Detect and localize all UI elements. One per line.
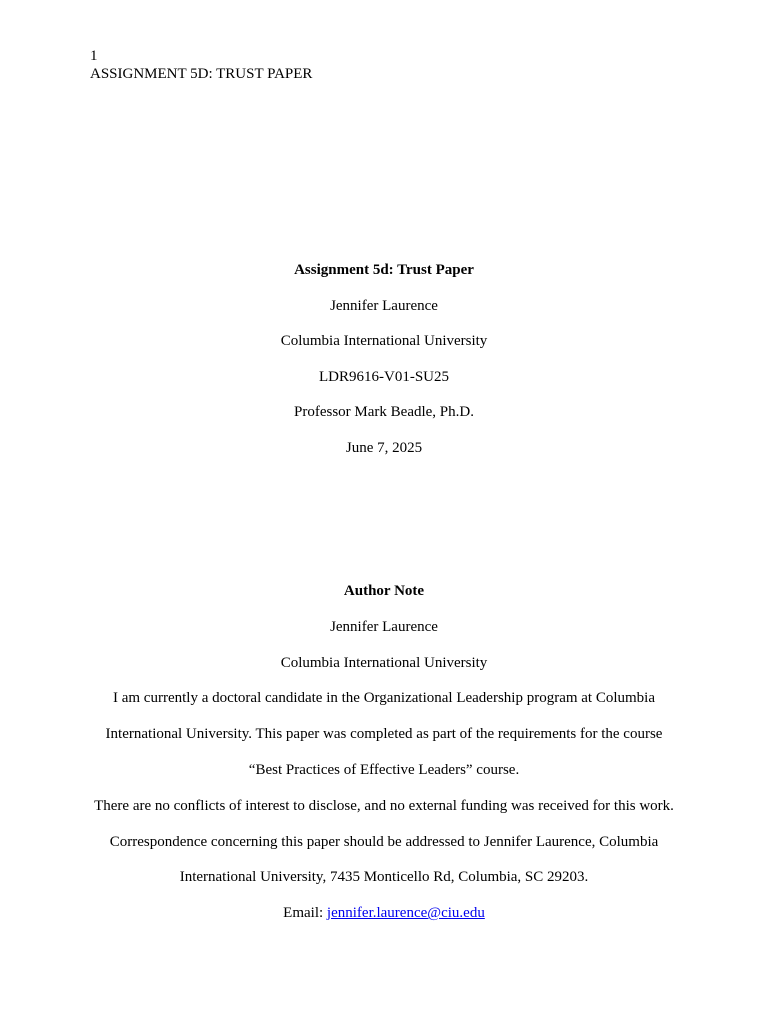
conflicts-statement: There are no conflicts of interest to disclose, and no external funding was received for this work. <box>94 797 674 814</box>
page-number: 1 <box>90 48 98 64</box>
author-note-institution: Columbia International University <box>280 654 488 671</box>
email-line <box>0 902 768 938</box>
page-header <box>90 47 312 83</box>
correspondence-line: International University, 7435 Monticello Rd, Columbia, SC 29203. <box>179 869 589 886</box>
author-note-author: Jennifer Laurence <box>330 618 438 635</box>
email-link[interactable]: jennifer.laurence@ciu.edu <box>326 905 485 922</box>
author-note-heading: Author Note <box>343 583 425 599</box>
author-name: Jennifer Laurence <box>330 297 438 314</box>
course-code: LDR9616-V01-SU25 <box>319 368 449 385</box>
institution: Columbia International University <box>280 333 488 350</box>
correspondence-line: Correspondence concerning this paper should be addressed to Jennifer Laurence, Columbia <box>109 833 659 850</box>
submission-date: June 7, 2025 <box>345 439 423 456</box>
author-note-paragraph-line: “Best Practices of Effective Leaders” course. <box>248 761 520 778</box>
title-block <box>0 259 768 473</box>
running-head: ASSIGNMENT 5D: TRUST PAPER <box>90 66 313 82</box>
instructor-name: Professor Mark Beadle, Ph.D. <box>294 404 474 421</box>
email-label: Email: <box>283 905 327 922</box>
author-note-section <box>0 580 768 938</box>
author-note-paragraph-line: I am currently a doctoral candidate in the Organizational Leadership program at Columbia <box>112 690 656 707</box>
author-note-paragraph-line: International University. This paper was completed as part of the requirements for the course <box>105 726 663 743</box>
paper-title: Assignment 5d: Trust Paper <box>294 262 474 278</box>
